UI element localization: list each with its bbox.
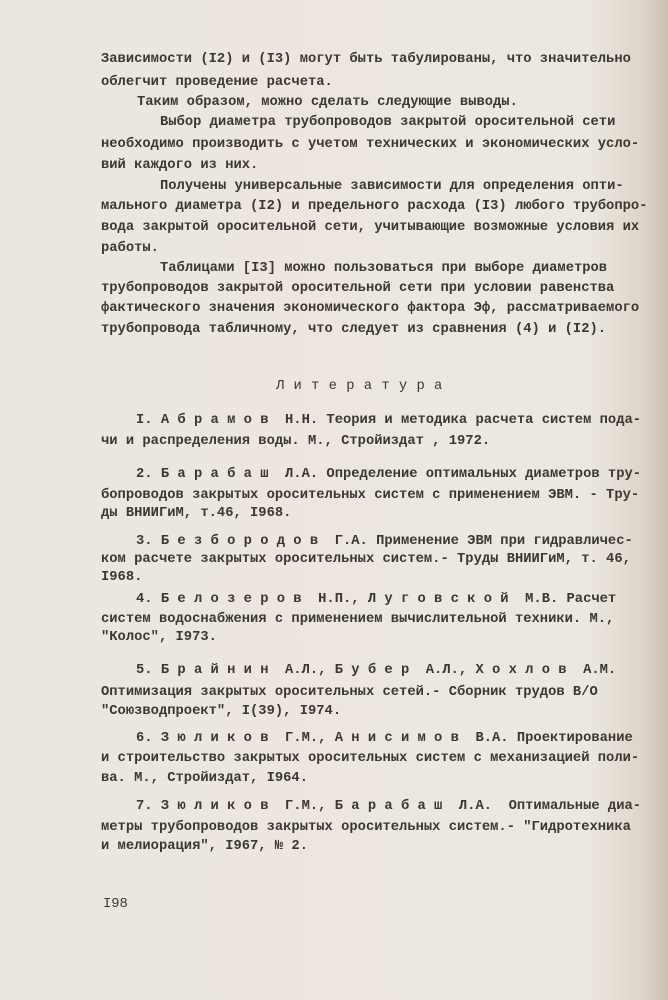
text-line: бопроводов закрытых оросительных систем с применением ЭВМ. - Тру- bbox=[101, 488, 640, 503]
text-line: облегчит проведение расчета. bbox=[101, 75, 333, 90]
text-line: Таким образом, можно сделать следующие выводы. bbox=[137, 95, 518, 110]
text-line: трубопровода табличному, что следует из сравнения (4) и (I2). bbox=[101, 322, 607, 337]
text-line: Таблицами [I3] можно пользоваться при выборе диаметров bbox=[160, 261, 608, 276]
text-line: необходимо производить с учетом технических и экономических усло- bbox=[101, 137, 640, 152]
text-line: 2. Б а р а б а ш Л.А. Определение оптимальных диаметров тру- bbox=[136, 467, 642, 482]
text-line: Зависимости (I2) и (I3) могут быть табулированы, что значительно bbox=[101, 52, 631, 67]
text-line: 7. З ю л и к о в Г.М., Б а р а б а ш Л.А. Оптимальные диа- bbox=[136, 799, 642, 814]
text-line: фактического значения экономического фактора Эф, рассматриваемого bbox=[101, 301, 640, 316]
text-line: Получены универсальные зависимости для определения опти- bbox=[160, 179, 624, 194]
text-line: ва. М., Стройиздат, I964. bbox=[101, 771, 308, 786]
text-line: ды ВНИИГиМ, т.46, I968. bbox=[101, 506, 292, 521]
text-line: 6. З ю л и к о в Г.М., А н и с и м о в В.А. Проектирование bbox=[136, 731, 633, 746]
text-line: и строительство закрытых оросительных систем с механизацией поли- bbox=[101, 751, 640, 766]
text-line: Выбор диаметра трубопроводов закрытой оросительной сети bbox=[160, 115, 616, 130]
text-line: Оптимизация закрытых оросительных сетей.- Сборник трудов В/О bbox=[101, 685, 598, 700]
text-line: 5. Б р а й н и н А.Л., Б у б е р А.Л., Х о х л о в А.М. bbox=[136, 663, 617, 678]
text-line: I. А б р а м о в Н.Н. Теория и методика расчета систем пода- bbox=[136, 413, 642, 428]
text-line: 3. Б е з б о р о д о в Г.А. Применение ЭВМ при гидравличес- bbox=[136, 534, 633, 549]
page-number: I98 bbox=[103, 897, 128, 912]
text-line: вода закрытой оросительной сети, учитывающие возможные условия их bbox=[101, 220, 640, 235]
text-line: чи и распределения воды. М., Стройиздат , 1972. bbox=[101, 434, 491, 449]
text-line: вий каждого из них. bbox=[101, 158, 259, 173]
text-line: метры трубопроводов закрытых оросительных систем.- "Гидротехника bbox=[101, 820, 631, 835]
text-line: "Союзводпроект", I(39), I974. bbox=[101, 704, 342, 719]
references-heading: Л и т е р а т у р а bbox=[276, 379, 443, 394]
text-line: мального диаметра (I2) и предельного расхода (I3) любого трубопро- bbox=[101, 199, 648, 214]
text-line: трубопроводов закрытой оросительной сети при условии равенства bbox=[101, 281, 615, 296]
text-line: систем водоснабжения с применением вычислительной техники. М., bbox=[101, 612, 615, 627]
text-line: работы. bbox=[101, 241, 159, 256]
text-line: "Колос", I973. bbox=[101, 630, 217, 645]
text-line: ком расчете закрытых оросительных систем.- Труды ВНИИГиМ, т. 46, bbox=[101, 552, 631, 567]
text-line: и мелиорация", I967, № 2. bbox=[101, 839, 308, 854]
text-line: 4. Б е л о з е р о в Н.П., Л у г о в с к о й М.В. Расчет bbox=[136, 592, 617, 607]
text-line: I968. bbox=[101, 570, 143, 585]
